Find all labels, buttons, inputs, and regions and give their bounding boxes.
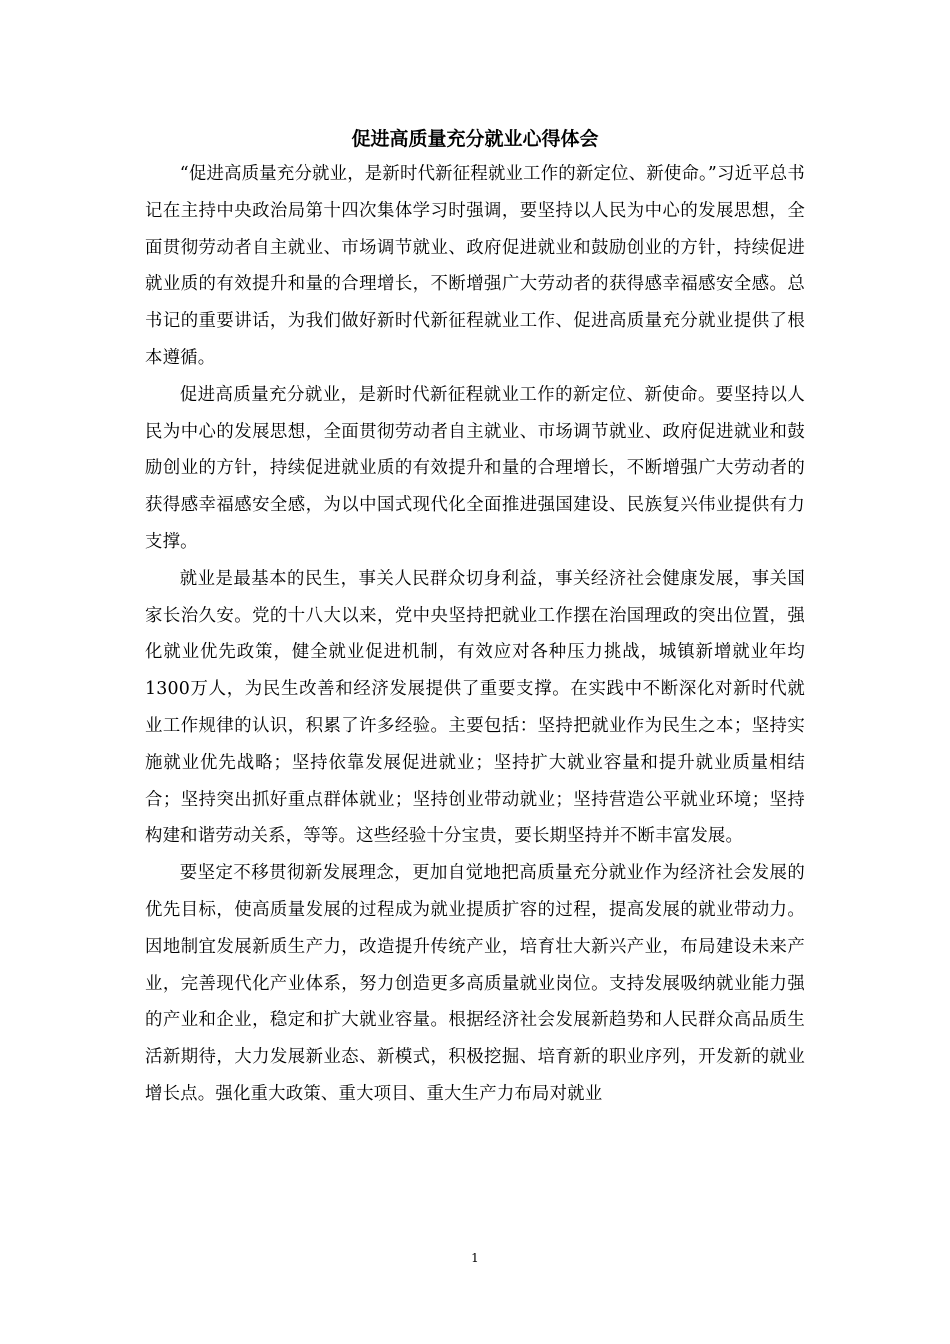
- paragraph-4: 要坚定不移贯彻新发展理念，更加自觉地把高质量充分就业作为经济社会发展的优先目标，使高质量发展的过程成为就业提质扩容的过程，提高发展的就业带动力。因地制宜发展新质生产力，改造提升传统产业，培育壮大新兴产业，布局建设未来产业，完善现代化产业体系，努力创造更多高质量就业岗位。支持发展吸纳就业能力强的产业和企业，稳定和扩大就业容量。根据经济社会发展新趋势和人民群众高品质生活新期待，大力发展新业态、新模式，积极挖掘、培育新的职业序列，开发新的就业增长点。强化重大政策、重大项目、重大生产力布局对就业: [145, 863, 805, 1104]
- page-number: 1: [471, 1251, 479, 1265]
- paragraph-1: “促进高质量充分就业，是新时代新征程就业工作的新定位、新使命。”习近平总书记在主持中央政治局第十四次集体学习时强调，要坚持以人民为中心的发展思想，全面贯彻劳动者自主就业、市场调节就业、政府促进就业和鼓励创业的方针，持续促进就业质的有效提升和量的合理增长，不断增强广大劳动者的获得感幸福感安全感。总书记的重要讲话，为我们做好新时代新征程就业工作、促进高质量充分就业提供了根本遵循。: [145, 164, 805, 368]
- paragraph-2: 促进高质量充分就业，是新时代新征程就业工作的新定位、新使命。要坚持以人民为中心的发展思想，全面贯彻劳动者自主就业、市场调节就业、政府促进就业和鼓励创业的方针，持续促进就业质的有效提升和量的合理增长，不断增强广大劳动者的获得感幸福感安全感，为以中国式现代化全面推进强国建设、民族复兴伟业提供有力支撑。: [145, 384, 805, 552]
- document-body: [145, 156, 805, 1113]
- paragraph-3: 就业是最基本的民生，事关人民群众切身利益，事关经济社会健康发展，事关国家长治久安。党的十八大以来，党中央坚持把就业工作摆在治国理政的突出位置，强化就业优先政策，健全就业促进机制，有效应对各种压力挑战，城镇新增就业年均1300万人，为民生改善和经济发展提供了重要支撑。在实践中不断深化对新时代就业工作规律的认识，积累了许多经验。主要包括：坚持把就业作为民生之本；坚持实施就业优先战略；坚持依靠发展促进就业；坚持扩大就业容量和提升就业质量相结合；坚持突出抓好重点群体就业；坚持创业带动就业；坚持营造公平就业环境；坚持构建和谐劳动关系，等等。这些经验十分宝贵，要长期坚持并不断丰富发展。: [145, 568, 805, 847]
- document-title: 促进高质量充分就业心得体会: [351, 128, 599, 150]
